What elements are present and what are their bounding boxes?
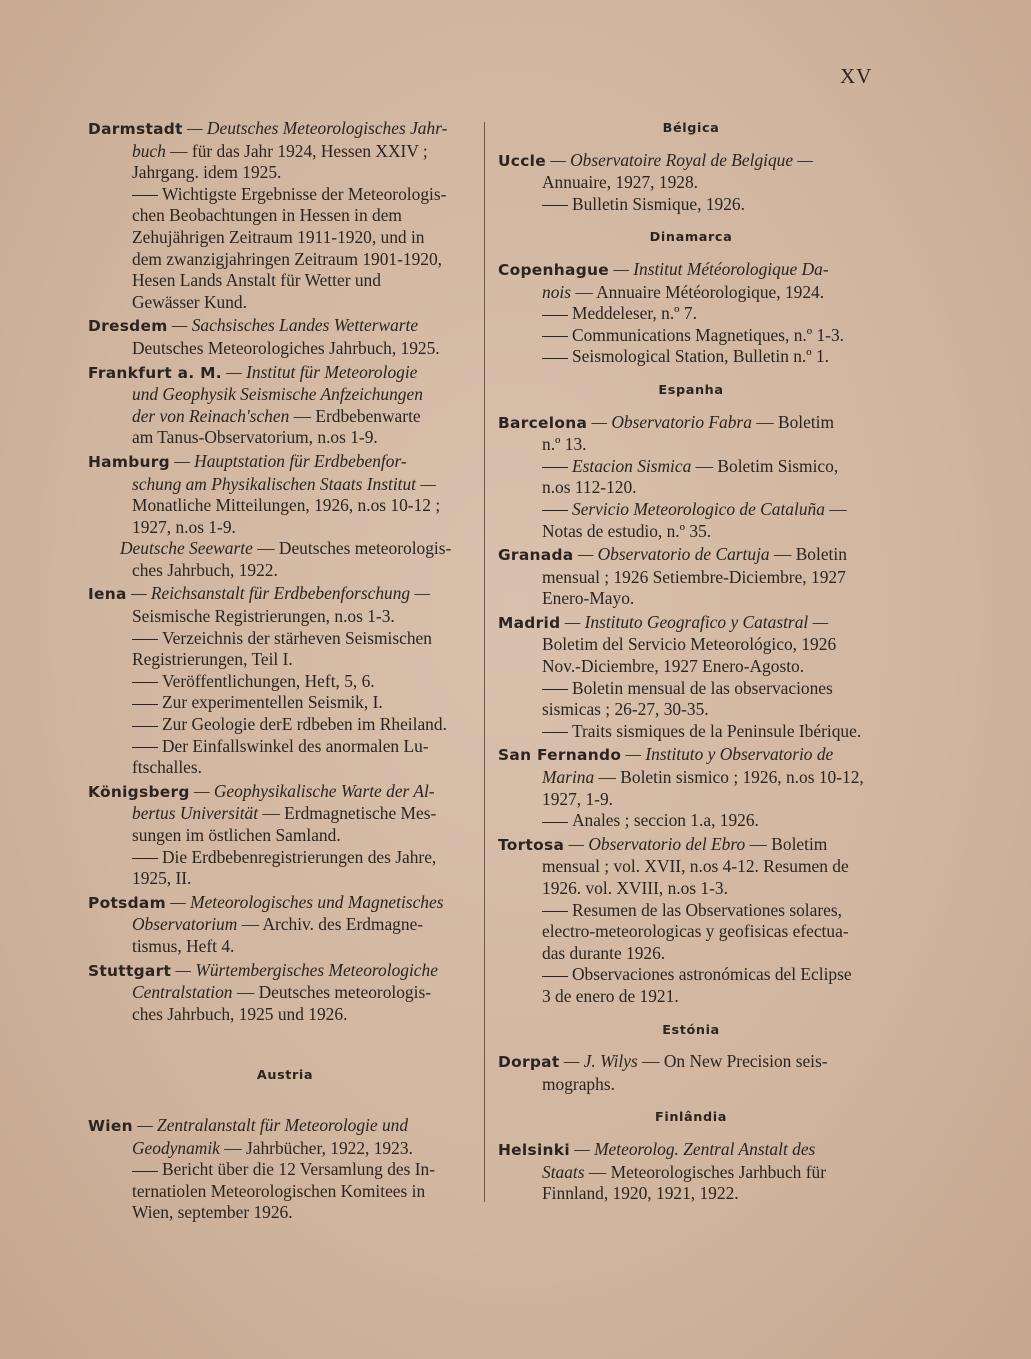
entry-line: [88, 474, 482, 496]
catalog-entry: [498, 744, 884, 831]
ditto-dash: [542, 911, 568, 912]
germany-entries: [88, 118, 482, 1025]
entry-text: Wien, september 1926.: [132, 1202, 293, 1223]
entry-text: mensual ; 1926 Setiembre-Diciembre, 1927: [542, 566, 846, 587]
ditto-dash: [542, 976, 568, 977]
entry-text: — Deutsches meteorologis-: [252, 538, 452, 559]
publication-title: Marina: [542, 767, 595, 788]
section-heading-espanha: Espanha: [658, 382, 724, 398]
institution-name: San Fernando: [498, 746, 622, 765]
entry-line: [88, 757, 482, 779]
entry-line: [498, 346, 884, 368]
entry-text: chen Beobachtungen in Hessen in dem: [132, 205, 402, 226]
publication-title: Servicio Meteorologico de Cataluña: [572, 498, 825, 519]
entry-line: [88, 538, 482, 560]
institution-name: Copenhague: [498, 260, 610, 279]
entry-line: [88, 628, 482, 650]
ditto-dash: [132, 195, 158, 196]
entry-text: ftschalles.: [132, 757, 203, 778]
publication-title: bertus Universität: [132, 803, 259, 824]
entry-line: [498, 456, 884, 478]
entry-line: [88, 1202, 482, 1224]
entry-text: tismus, Heft 4.: [132, 935, 235, 956]
entry-text: mensual ; vol. XVII, n.os 4-12. Resumen de: [542, 856, 849, 877]
entry-text: ches Jahrbuch, 1925 und 1926.: [132, 1003, 348, 1024]
entry-text: Die Erdbebenregistrierungen des Jahre,: [162, 846, 437, 867]
institution-name: Potsdam: [88, 893, 166, 912]
publication-title: — Deutsches Meteorologisches Jahr-: [182, 118, 448, 138]
entry-line: [88, 1159, 482, 1181]
left-column: [88, 118, 482, 1226]
entry-line: [88, 162, 482, 184]
entry-line: [88, 803, 482, 825]
catalog-entry: [88, 892, 482, 958]
publication-title: und Geophysik Seismische Anfzeichungen: [132, 384, 423, 405]
catalog-entry: [88, 118, 482, 313]
entry-line: [498, 303, 884, 325]
entry-text: Meddeleser, n.º 7.: [572, 303, 697, 324]
entry-text: dem zwanzigjahringen Zeitraum 1901-1920,: [132, 248, 443, 269]
entry-line: [88, 384, 482, 406]
entry-line: [88, 451, 482, 474]
section-entries: [498, 150, 884, 216]
entry-line: [88, 406, 482, 428]
entry-line: [88, 982, 482, 1004]
entry-text: Boletin mensual de las observaciones: [572, 677, 833, 698]
entry-line: [498, 744, 884, 767]
institution-name: Helsinki: [498, 1140, 570, 1159]
publication-title: — Institut Météorologique Da-: [609, 258, 829, 279]
institution-name: Barcelona: [498, 413, 588, 432]
entry-line: [498, 810, 884, 832]
catalog-entry: [498, 612, 884, 743]
institution-name: Dresdem: [88, 317, 168, 336]
institution-name: Tortosa: [498, 835, 565, 854]
entry-line: [88, 315, 482, 338]
entry-line: [498, 521, 884, 543]
entry-text: Der Einfallswinkel des anormalen Lu-: [162, 735, 429, 756]
entry-line: [88, 1115, 482, 1138]
entry-line: [498, 834, 884, 857]
entry-text: — Boletim: [751, 411, 835, 432]
catalog-entry: [88, 362, 482, 449]
institution-name: Königsberg: [88, 782, 190, 801]
publication-title: — Observatorio Fabra: [587, 411, 752, 432]
entry-line: [498, 612, 884, 635]
institution-name: Madrid: [498, 613, 561, 632]
page-number: XV: [840, 64, 873, 88]
ditto-dash: [542, 510, 568, 511]
austria-entries: [88, 1115, 482, 1224]
entry-line: [88, 1138, 482, 1160]
entry-line: [88, 936, 482, 958]
entry-line: [498, 567, 884, 589]
entry-text: Bericht über die 12 Versamlung des In-: [162, 1159, 436, 1180]
entry-text: Anales ; seccion 1.a, 1926.: [572, 810, 759, 831]
catalog-entry: [88, 1115, 482, 1224]
entry-line: [88, 606, 482, 628]
institution-name: Darmstadt: [88, 120, 183, 138]
entry-line: [498, 150, 884, 173]
entry-text: — Boletin: [769, 544, 847, 565]
entry-text: sismicas ; 26-27, 30-35.: [542, 699, 709, 720]
entry-text: — Meteorologisches Jarhbuch für: [584, 1161, 827, 1182]
section-heading-belgica: Bélgica: [662, 121, 720, 136]
entry-text: Zur Geologie derE rdbeben im Rheiland.: [162, 714, 447, 735]
entry-line: [498, 1074, 884, 1096]
entry-text: Deutsches Meteorologiches Jahrbuch, 1925.: [132, 337, 440, 358]
publication-title: — Meteorolog. Zentral Anstalt des: [569, 1138, 816, 1159]
entry-text: — Boletim: [745, 833, 828, 854]
publication-title: — Würtembergisches Meteorologiche: [171, 959, 438, 980]
entry-text: Zehujährigen Zeitraum 1911-1920, und in: [132, 226, 425, 247]
entry-line: [88, 671, 482, 693]
entry-text: — Erdmagnetische Mes-: [258, 803, 437, 824]
entry-line: [498, 194, 884, 216]
publication-title: — Observatorio del Ebro: [564, 833, 746, 854]
entry-text: am Tanus-Observatorium, n.os 1-9.: [132, 427, 378, 448]
entry-line: [88, 338, 482, 360]
ditto-dash: [542, 689, 568, 690]
entry-line: [88, 141, 482, 163]
right-column: [498, 118, 884, 1207]
section-heading-estonia: Estónia: [662, 1022, 720, 1038]
entry-line: [88, 292, 482, 314]
entry-line: [498, 986, 884, 1008]
ditto-dash: [132, 747, 158, 748]
entry-text: Verzeichnis der stärheven Seismischen: [162, 627, 432, 648]
section-heading-finlandia: Finlândia: [655, 1110, 727, 1126]
institution-name: Stuttgart: [88, 961, 172, 980]
entry-line: [88, 205, 482, 227]
entry-line: [88, 736, 482, 758]
publication-title: — Zentralanstalt für Meteorologie und: [132, 1114, 409, 1135]
entry-line: [88, 227, 482, 249]
entry-line: [88, 892, 482, 915]
entry-line: [498, 172, 884, 194]
entry-line: [88, 960, 482, 983]
entry-line: [498, 964, 884, 986]
entry-line: [498, 699, 884, 721]
entry-text: Zur experimentellen Seismik, I.: [162, 692, 383, 713]
catalog-entry: [498, 1051, 884, 1095]
entry-text: ches Jahrbuch, 1922.: [132, 559, 278, 580]
ditto-dash: [542, 205, 568, 206]
entry-line: [88, 692, 482, 714]
ditto-dash: [542, 467, 568, 468]
entry-text: Observaciones astronómicas del Eclipse: [572, 964, 852, 985]
entry-line: [88, 847, 482, 869]
publication-title: — Instituto y Observatorio de: [621, 744, 834, 765]
publication-title: nois: [542, 281, 571, 302]
catalog-entry: [498, 259, 884, 368]
entry-line: [498, 412, 884, 435]
entry-line: [498, 325, 884, 347]
entry-line: [498, 259, 884, 282]
entry-text: Annuaire, 1927, 1928.: [542, 172, 699, 193]
entry-line: [498, 1183, 884, 1205]
entry-line: [498, 1051, 884, 1074]
section-heading-austria: Austria: [256, 1068, 314, 1084]
entry-text: — Archiv. des Erdmagne-: [237, 914, 424, 935]
entry-text: — Boletin sismico ; 1926, n.os 10-12,: [594, 767, 864, 788]
catalog-entry: [498, 412, 884, 543]
entry-line: [498, 1139, 884, 1162]
ditto-dash: [542, 822, 568, 823]
ditto-dash: [132, 639, 158, 640]
entry-text: Notas de estudio, n.º 35.: [542, 520, 712, 541]
entry-text: electro-meteorologicas y geofisicas efectua-: [542, 921, 849, 942]
publication-title: — J. Wilys: [559, 1051, 638, 1072]
entry-line: [498, 477, 884, 499]
entry-line: [498, 282, 884, 304]
publication-title: — Geophysikalische Warte der Al-: [189, 780, 435, 801]
publication-title: — Meteorologisches und Magnetisches: [165, 891, 444, 912]
entry-line: [498, 678, 884, 700]
entry-line: [498, 943, 884, 965]
institution-name: Dorpat: [498, 1053, 560, 1072]
ditto-dash: [542, 336, 568, 337]
entry-text: Boletim del Servicio Meteorológico, 1926: [542, 634, 837, 655]
section-heading-dinamarca: Dinamarca: [649, 230, 733, 246]
publication-title: buch: [132, 140, 166, 161]
catalog-entry: [498, 150, 884, 216]
ditto-dash: [132, 858, 158, 859]
section-entries: [498, 412, 884, 1008]
section-entries: [498, 1051, 884, 1095]
ditto-dash: [132, 726, 158, 727]
entry-line: [498, 588, 884, 610]
section-entries: [498, 259, 884, 368]
entry-text: — Boletim Sismico,: [691, 455, 839, 476]
publication-title: — Observatoire Royal de Belgique —: [545, 149, 813, 170]
entry-line: [498, 878, 884, 900]
ditto-dash: [542, 732, 568, 733]
section-entries: [498, 1139, 884, 1205]
entry-line: [88, 1004, 482, 1026]
entry-text: Seismische Registrierungen, n.os 1-3.: [132, 606, 395, 627]
entry-text: 1926. vol. XVIII, n.os 1-3.: [542, 878, 728, 898]
entry-text: ternatiolen Meteorologischen Komitees in: [132, 1180, 426, 1201]
catalog-entry: [498, 834, 884, 1008]
entry-line: [88, 583, 482, 606]
entry-line: [498, 767, 884, 789]
entry-text: sungen im östlichen Samland.: [132, 825, 341, 845]
entry-line: [88, 362, 482, 385]
column-divider: [484, 122, 485, 1202]
entry-text: — Jahrbücher, 1922, 1923.: [219, 1137, 413, 1158]
entry-text: Communications Magnetiques, n.º 1-3.: [572, 324, 845, 345]
ditto-dash: [132, 1171, 158, 1172]
entry-text: Finnland, 1920, 1921, 1922.: [542, 1183, 739, 1204]
entry-text: 1925, II.: [132, 868, 192, 889]
entry-text: Monatliche Mitteilungen, 1926, n.os 10-12 ;: [132, 495, 441, 516]
ditto-dash: [542, 358, 568, 359]
entry-text: Jahrgang. idem 1925.: [132, 162, 282, 183]
catalog-entry: [498, 544, 884, 610]
entry-text: Veröffentlichungen, Heft, 5, 6.: [162, 670, 375, 691]
publication-title: Staats: [542, 1161, 585, 1182]
catalog-entry: [498, 1139, 884, 1205]
entry-line: [498, 434, 884, 456]
entry-line: [88, 781, 482, 804]
publication-title: Deutsche Seewarte: [120, 538, 253, 559]
ditto-dash: [542, 315, 568, 316]
entry-line: [498, 499, 884, 521]
entry-text: Nov.-Diciembre, 1927 Enero-Agosto.: [542, 656, 805, 677]
entry-text: — für das Jahr 1924, Hessen XXIV ;: [165, 140, 428, 161]
entry-text: Enero-Mayo.: [542, 588, 635, 609]
entry-text: Gewässer Kund.: [132, 291, 247, 312]
entry-text: 1927, n.os 1-9.: [132, 516, 236, 537]
publication-title: — Instituto Geografico y Catastral —: [560, 611, 829, 632]
publication-title: schung am Physikalischen Staats Institut —: [132, 473, 436, 494]
entry-line: [498, 856, 884, 878]
entry-text: Traits sismiques de la Peninsule Ibérique.: [572, 720, 862, 741]
entry-line: [498, 1162, 884, 1184]
entry-line: [88, 914, 482, 936]
entry-line: [88, 495, 482, 517]
entry-line: [88, 825, 482, 847]
publication-title: Observatorium: [132, 914, 238, 935]
publication-title: — Sachsisches Landes Wetterwarte: [167, 315, 419, 336]
institution-name: Wien: [88, 1116, 133, 1135]
publication-title: — Hauptstation für Erdbebenfor-: [169, 450, 407, 471]
entry-text: das durante 1926.: [542, 942, 666, 963]
entry-line: [498, 900, 884, 922]
entry-line: [498, 634, 884, 656]
institution-name: Iena: [88, 585, 127, 604]
entry-line: [88, 427, 482, 449]
entry-line: [88, 714, 482, 736]
institution-name: Uccle: [498, 151, 546, 170]
entry-text: — Erdbebenwarte: [289, 405, 421, 426]
ditto-dash: [132, 704, 158, 705]
entry-text: 3 de enero de 1921.: [542, 985, 679, 1006]
entry-text: n.os 112-120.: [542, 477, 637, 498]
entry-line: [498, 721, 884, 743]
entry-text: Seismological Station, Bulletin n.º 1.: [572, 346, 830, 367]
institution-name: Frankfurt a. M.: [88, 363, 222, 382]
institution-name: Hamburg: [88, 452, 170, 471]
entry-text: n.º 13.: [542, 434, 587, 455]
ditto-dash: [132, 682, 158, 683]
catalog-entry: [88, 451, 482, 582]
entry-text: 1927, 1-9.: [542, 788, 614, 809]
publication-title: der von Reinach'schen: [132, 405, 290, 426]
publication-title: — Reichsanstalt für Erdbebenforschung —: [126, 583, 430, 604]
entry-text: — Annuaire Météorologique, 1924.: [571, 281, 825, 302]
publication-title: Estacion Sismica: [572, 455, 692, 476]
catalog-entry: [88, 960, 482, 1026]
entry-line: [88, 868, 482, 890]
entry-line: [88, 249, 482, 271]
entry-text: — Deutsches meteorologis-: [232, 982, 431, 1003]
entry-text: — On New Precision seis-: [637, 1051, 828, 1072]
entry-text: Resumen de las Observationes solares,: [572, 899, 842, 920]
entry-text: Hesen Lands Anstalt für Wetter und: [132, 270, 381, 291]
entry-line: [498, 656, 884, 678]
entry-text: Bulletin Sismique, 1926.: [572, 193, 745, 214]
entry-line: [88, 118, 482, 141]
entry-text: Wichtigste Ergebnisse der Meteorologis-: [162, 183, 447, 204]
catalog-entry: [88, 781, 482, 890]
publication-title: — Observatorio de Cartuja: [573, 544, 770, 565]
entry-line: [88, 1181, 482, 1203]
publication-title: Centralstation: [132, 982, 233, 1003]
publication-title: — Institut für Meteorologie: [221, 361, 418, 382]
entry-text: —: [824, 498, 847, 519]
entry-line: [88, 517, 482, 539]
entry-line: [88, 184, 482, 206]
entry-text: Registrierungen, Teil I.: [132, 649, 293, 670]
entry-line: [88, 270, 482, 292]
catalog-entry: [88, 583, 482, 778]
entry-line: [88, 560, 482, 582]
entry-line: [498, 789, 884, 811]
institution-name: Granada: [498, 546, 574, 565]
entry-text: mographs.: [542, 1073, 615, 1094]
entry-line: [498, 921, 884, 943]
entry-line: [498, 544, 884, 567]
entry-line: [88, 649, 482, 671]
publication-title: Geodynamik: [132, 1137, 220, 1158]
catalog-entry: [88, 315, 482, 359]
